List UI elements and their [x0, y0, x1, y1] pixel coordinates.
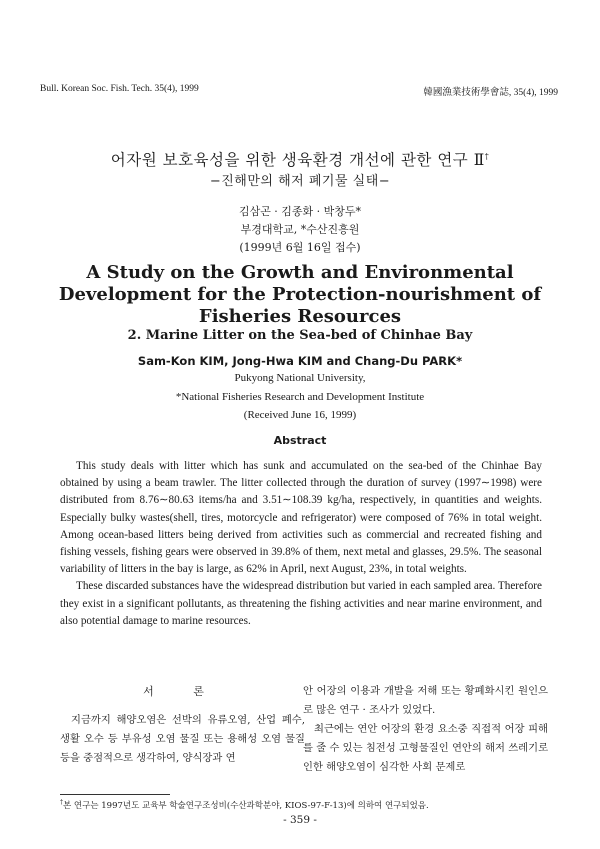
intro-paragraph: 안 어장의 이용과 개발을 저해 또는 황폐화시킨 원인으로 많은 연구 · 조사가 있었다. [303, 685, 548, 716]
english-title-line: A Study on the Growth and Environmental [86, 262, 514, 283]
intro-paragraph: 최근에는 연안 어장의 환경 요소중 직접적 어장 피해를 줄 수 있는 침전성 고형물질인 연안의 해저 쓰레기로 인한 해양오염이 심각한 사회 문제로 [303, 723, 549, 773]
title-footnote-mark: † [484, 151, 490, 161]
intro-paragraph: 지금까지 해양오염은 선박의 유류오염, 산업 폐수, 생활 오수 등 부유성 오염 물질 또는 용해성 오염 물질 등을 중점적으로 생각하여, 양식장과 연 [60, 714, 305, 764]
journal-citation-right: 韓國漁業技術學會誌, 35(4), 1999 [423, 88, 558, 98]
intro-right-column [303, 682, 548, 777]
footnote-divider [60, 794, 170, 795]
korean-received-date: (1999년 6월 16일 접수) [239, 241, 361, 254]
english-affiliation-1: Pukyong National University, [234, 372, 366, 384]
intro-left-column [60, 682, 305, 768]
korean-title-text: 어자원 보호육성을 위한 생육환경 개선에 관한 연구 Ⅱ [110, 151, 485, 169]
korean-affiliation: 부경대학교, *수산진흥원 [240, 223, 360, 236]
korean-subtitle: −진해만의 해저 폐기물 실태− [209, 174, 391, 189]
abstract-paragraph: These discarded substances have the widespread distribution but varied in each sampled area. Therefore they exist in a significant pollutants, as threatening the fishing activities and near marine environment, and also potential damage to marine resources. [60, 580, 542, 627]
english-received-date: (Received June 16, 1999) [243, 409, 357, 421]
page-number: - 359 - [283, 814, 317, 826]
footnote-text: 본 연구는 1997년도 교육부 학술연구조성비(수산과학분야, KIOS-97-F-13)에 의하여 연구되었음. [63, 801, 429, 811]
footnote [60, 799, 429, 811]
english-authors: Sam-Kon KIM, Jong-Hwa KIM and Chang-Du PARK* [137, 354, 463, 368]
journal-citation-left: Bull. Korean Soc. Fish. Tech. 35(4), 1999 [40, 84, 199, 94]
abstract-body [60, 458, 542, 630]
korean-title [0, 148, 600, 170]
english-title-line: Fisheries Resources [198, 306, 402, 327]
abstract-paragraph: This study deals with litter which has sunk and accumulated on the sea-bed of the Chinhae Bay obtained by using a beam trawler. The litter collected through the duration of survey (1997∼1998) were distributed from 8.76∼80.63 items/ha and 3.51∼108.39 kg/ha, respectively, in quantities and weights. Especially bulky wastes(shell, tires, motorcycle and refrigerator) were composed of 76% in total weight. Among ocean-based litters being derived from activities such as commercial and recreated fishing and fishing vessels, fishing gears were observed in 39.8% of them, next metal and glasses, 29.5%. The seasonal variability of litters in the bay is large, as 62% in April, next August, 23%, in total weights. [60, 460, 542, 576]
english-title-line: Development for the Protection-nourishment of [58, 284, 542, 305]
english-subtitle: 2. Marine Litter on the Sea-bed of Chinhae Bay [127, 328, 473, 343]
english-affiliation-2: *National Fisheries Research and Development Institute [175, 391, 425, 403]
korean-authors: 김삼곤 · 김종화 · 박창두* [238, 205, 362, 218]
footnote-mark: † [60, 799, 63, 807]
english-title [0, 262, 600, 328]
abstract-heading: Abstract [273, 434, 327, 447]
section-heading-introduction: 서 론 [143, 685, 222, 698]
